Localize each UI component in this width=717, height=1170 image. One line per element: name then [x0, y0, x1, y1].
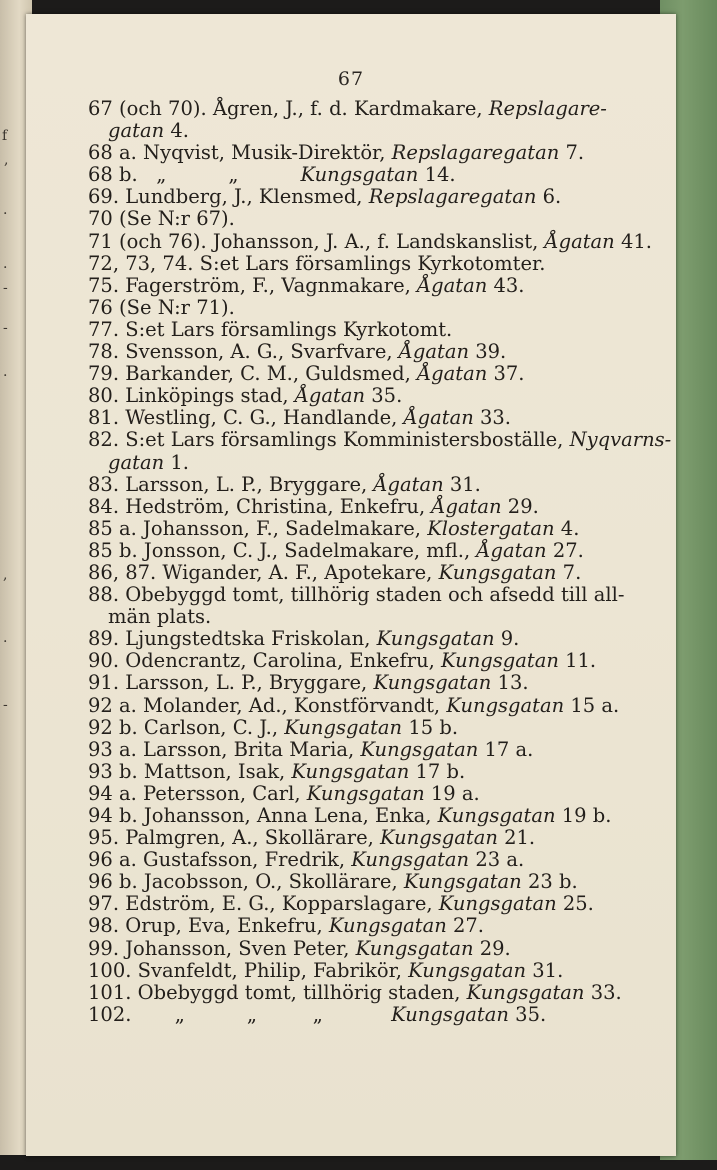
entry-text: Johansson, Sven Peter,: [119, 936, 356, 960]
entry-tail: 7.: [559, 141, 585, 165]
entry-number: 78.: [88, 340, 120, 364]
directory-entry: [88, 584, 648, 606]
directory-entry: [88, 628, 648, 650]
entry-tail: 17 a.: [478, 737, 534, 761]
entry-number: 75.: [88, 273, 120, 297]
entry-text: Palmgren, A., Skollärare,: [119, 826, 381, 850]
directory-entry: [88, 960, 648, 982]
directory-entry: [88, 120, 648, 142]
entry-number: 102.: [88, 1002, 132, 1026]
margin-mark: f: [2, 128, 8, 144]
entry-text: 87. Wigander, A. F., Apotekare,: [119, 560, 439, 584]
entry-number: 88.: [88, 583, 120, 607]
directory-entry: [88, 229, 652, 253]
directory-entry: [88, 650, 648, 672]
margin-mark: ,: [4, 152, 9, 168]
entry-tail: 7.: [556, 560, 582, 584]
street-name: Kungsgatan: [291, 759, 410, 783]
directory-entry: [88, 496, 648, 518]
street-name: Kungsgatan: [438, 560, 557, 584]
entry-number: 67 (och 70).: [88, 97, 207, 120]
entry-text: Jacobsson, O., Skollärare,: [137, 870, 404, 894]
entry-number: 95.: [88, 826, 120, 850]
street-name: Nyqvarns-: [569, 428, 672, 452]
directory-entry: [88, 805, 648, 827]
entry-number: 85 a.: [88, 516, 137, 540]
directory-entry: [88, 428, 672, 452]
entry-text: Edström, E. G., Kopparslagare,: [119, 892, 439, 916]
entry-text: 73, 74. S:et Lars församlings Kyrkotomter.: [119, 251, 546, 275]
directory-entry: [88, 540, 648, 562]
entry-number: 82.: [88, 428, 120, 452]
directory-entry: [88, 1004, 648, 1026]
directory-entry: [88, 474, 648, 496]
directory-entry: [88, 672, 648, 694]
entry-number: 101.: [88, 980, 132, 1004]
margin-mark: .: [3, 256, 8, 272]
street-name: Ågatan: [544, 229, 615, 253]
street-name: Kungsgatan: [284, 715, 403, 739]
entry-text: „ „: [137, 163, 301, 187]
street-name: Kungsgatan: [373, 671, 492, 695]
street-name: Kungsgatan: [437, 804, 556, 827]
entry-number: 69.: [88, 185, 120, 209]
directory-entry: [88, 518, 648, 540]
entry-text: Ågren, J., f. d. Kardmakare,: [206, 97, 489, 120]
margin-mark: -: [3, 320, 8, 336]
entry-tail: 19 b.: [555, 804, 612, 827]
directory-entry: [88, 849, 648, 871]
entry-tail: 35.: [508, 1002, 547, 1026]
directory-entry: [88, 915, 648, 937]
directory-entry: [88, 452, 648, 474]
entry-number: 83.: [88, 472, 120, 496]
entry-text: (och 76). Johansson, J. A., f. Landskanslist,: [112, 229, 545, 253]
entry-text: Obebyggd tomt, tillhörig staden och afsedd till all-: [119, 583, 625, 607]
entry-text: Linköpings stad,: [119, 384, 295, 408]
entry-text: Larsson, Brita Maria,: [136, 737, 361, 761]
margin-mark: .: [3, 202, 8, 218]
directory-entry: [88, 871, 648, 893]
entry-tail: 9.: [494, 627, 520, 651]
directory-entry: [88, 186, 648, 208]
street-name: Kungsgatan: [360, 737, 479, 761]
entry-number: 96 b.: [88, 870, 138, 894]
entry-tail: 15 b.: [402, 715, 459, 739]
page-number: 67: [337, 68, 365, 90]
street-name: Ågatan: [398, 340, 470, 364]
street-name: Repslagaregatan: [368, 185, 537, 209]
entry-tail: 23 a.: [469, 848, 525, 872]
street-name: Kungsgatan: [403, 870, 522, 894]
directory-entry: [88, 319, 648, 341]
entry-tail: 15 a.: [564, 693, 620, 717]
entry-text: Lundberg, J., Klensmed,: [119, 185, 369, 209]
entry-number: 81.: [88, 406, 120, 430]
directory-entry: [88, 385, 648, 407]
entry-tail: 29.: [473, 936, 511, 960]
directory-entry: [88, 938, 648, 960]
directory-entry: [88, 164, 648, 186]
directory-entry: [88, 893, 648, 915]
entry-number: 93 a.: [88, 737, 137, 761]
entry-text: Johansson, F., Sadelmakare,: [136, 516, 428, 540]
entry-number: 79.: [88, 362, 120, 386]
street-name: Kungsgatan: [306, 781, 425, 805]
entry-tail: 27.: [546, 538, 584, 562]
street-name: Ågatan: [403, 406, 474, 430]
entry-tail: 33.: [584, 980, 622, 1004]
entry-text: S:et Lars församlings Komministersboställe,: [119, 428, 570, 452]
margin-mark: ,: [3, 567, 8, 583]
entry-text: Svanfeldt, Philip, Fabrikör,: [131, 958, 409, 982]
entry-number: 84.: [88, 494, 120, 518]
entry-number: 86,: [88, 560, 120, 584]
directory-entry: [88, 407, 648, 429]
entry-text: Larsson, L. P., Bryggare,: [119, 671, 374, 695]
entry-tail: 43.: [487, 273, 525, 297]
entry-tail: 13.: [491, 671, 529, 695]
entry-tail: 6.: [536, 185, 562, 209]
directory-entry: [88, 363, 648, 385]
directory-entry: [88, 717, 648, 739]
entry-text: S:et Lars församlings Kyrkotomt.: [119, 317, 453, 341]
directory-entry: [88, 142, 648, 164]
entry-number: 70: [88, 207, 113, 231]
street-name: Kungsgatan: [441, 649, 559, 673]
entry-number: 90.: [88, 649, 120, 673]
street-name: Klostergatan: [427, 516, 555, 540]
entry-number: 80.: [88, 384, 120, 408]
entry-tail: 39.: [469, 340, 507, 364]
street-name: Ågatan: [476, 538, 547, 562]
directory-entry: [88, 208, 648, 230]
street-name: Kungsgatan: [351, 848, 470, 872]
street-name: Kungsgatan: [446, 693, 565, 717]
street-name: Kungsgatan: [355, 936, 474, 960]
entry-text: Svensson, A. G., Svarfvare,: [119, 340, 399, 364]
directory-entry: [88, 606, 648, 628]
directory-entry: [88, 98, 648, 120]
directory-entry: [88, 253, 648, 275]
street-name: Ågatan: [417, 362, 488, 386]
directory-entry: [88, 739, 648, 761]
entry-text: Barkander, C. M., Guldsmed,: [119, 362, 418, 386]
entry-number: 94 b.: [88, 804, 138, 827]
entry-tail: 31.: [443, 472, 481, 496]
entry-tail: 37.: [487, 362, 525, 386]
margin-mark: -: [3, 697, 8, 713]
entry-number: 72,: [88, 251, 120, 275]
entry-number: 68 b.: [88, 163, 138, 187]
street-name: Kungsgatan: [380, 826, 498, 850]
entry-text: (Se N:r 71).: [112, 295, 235, 319]
entry-text: Mattson, Isak,: [137, 759, 292, 783]
entry-tail: 29.: [501, 494, 539, 518]
entry-tail: 14.: [418, 163, 456, 187]
entry-number: 77.: [88, 317, 120, 341]
entry-text: Fagerström, F., Vagnmakare,: [119, 273, 418, 297]
street-name: Ågatan: [431, 494, 502, 518]
entry-number: 98.: [88, 914, 120, 938]
directory-entry: [88, 275, 648, 297]
entry-number: 92 a.: [88, 693, 137, 717]
entry-tail: 41.: [614, 229, 652, 253]
entry-text: Molander, Ad., Konstförvandt,: [136, 693, 447, 717]
street-name: Kungsgatan: [391, 1002, 509, 1026]
entry-text: Petersson, Carl,: [136, 781, 307, 805]
street-name: Kungsgatan: [300, 163, 419, 187]
entry-tail: 25.: [556, 892, 594, 916]
entry-text: Westling, C. G., Handlande,: [119, 406, 404, 430]
street-name: Ågatan: [417, 273, 488, 297]
street-name: gatan: [108, 450, 165, 474]
entry-text: Ljungstedtska Friskolan,: [119, 627, 377, 651]
entry-tail: 33.: [473, 406, 512, 430]
entry-number: 68 a.: [88, 141, 137, 165]
entry-number: 94 a.: [88, 781, 137, 805]
entry-text: Orup, Eva, Enkefru,: [119, 914, 329, 938]
entry-text: Johansson, Anna Lena, Enka,: [137, 804, 438, 827]
entry-tail: 35.: [365, 384, 403, 408]
entry-text: Carlson, C. J.,: [137, 715, 285, 739]
directory-entries: [88, 97, 672, 1026]
entry-number: 96 a.: [88, 848, 137, 872]
street-name: Ågatan: [294, 384, 366, 408]
street-name: Kungsgatan: [376, 627, 495, 651]
street-name: Kungsgatan: [466, 980, 585, 1004]
directory-entry: [88, 341, 648, 363]
entry-tail: 1.: [164, 450, 189, 474]
margin-mark: .: [3, 364, 8, 380]
street-name: Kungsgatan: [408, 958, 527, 982]
entry-number: 99.: [88, 936, 120, 960]
entry-number: 92 b.: [88, 715, 138, 739]
entry-text: „ „ „: [131, 1002, 392, 1026]
entry-text: Larsson, L. P., Bryggare,: [119, 472, 374, 496]
street-name: Kungsgatan: [328, 914, 447, 938]
entry-tail: 19 a.: [424, 781, 480, 805]
margin-mark: -: [3, 280, 8, 296]
entry-tail: 27.: [446, 914, 484, 938]
entry-number: 71: [88, 229, 113, 253]
entry-tail: 31.: [526, 958, 564, 982]
entry-tail: 17 b.: [409, 759, 466, 783]
entry-number: 85 b.: [88, 538, 138, 562]
margin-mark: .: [3, 630, 8, 646]
entry-tail: 11.: [558, 649, 597, 673]
entry-tail: 21.: [497, 826, 536, 850]
entry-tail: 23 b.: [521, 870, 578, 894]
entry-number: 91.: [88, 671, 120, 695]
entry-text: Hedström, Christina, Enkefru,: [119, 494, 432, 518]
book-page: [26, 14, 676, 1156]
directory-entry: [88, 297, 648, 319]
directory-entry: [88, 695, 648, 717]
directory-entry: [88, 562, 648, 584]
street-name: Repslagaregatan: [391, 141, 560, 165]
entry-number: 76: [88, 295, 113, 319]
entry-number: 100.: [88, 958, 132, 982]
street-name: Kungsgatan: [438, 892, 557, 916]
directory-entry: [88, 982, 648, 1004]
street-name: Ågatan: [373, 472, 444, 496]
entry-tail: 4.: [554, 516, 580, 540]
entry-number: 97.: [88, 892, 120, 916]
directory-entry: [88, 827, 648, 849]
entry-text: Odencrantz, Carolina, Enkefru,: [119, 649, 442, 673]
entry-text: Nyqvist, Musik-Direktör,: [136, 141, 392, 165]
entry-text: män plats.: [108, 605, 212, 629]
directory-entry: [88, 783, 648, 805]
directory-entry: [88, 761, 648, 783]
entry-tail: 4.: [164, 119, 189, 143]
street-name: gatan: [108, 119, 165, 143]
entry-number: 93 b.: [88, 759, 138, 783]
entry-number: 89.: [88, 627, 120, 651]
entry-text: (Se N:r 67).: [112, 207, 235, 231]
entry-text: Obebyggd tomt, tillhörig staden,: [131, 980, 467, 1004]
entry-text: Gustafsson, Fredrik,: [136, 848, 352, 872]
street-name: Repslagare-: [488, 97, 607, 120]
entry-text: Jonsson, C. J., Sadelmakare, mfl.,: [137, 538, 477, 562]
